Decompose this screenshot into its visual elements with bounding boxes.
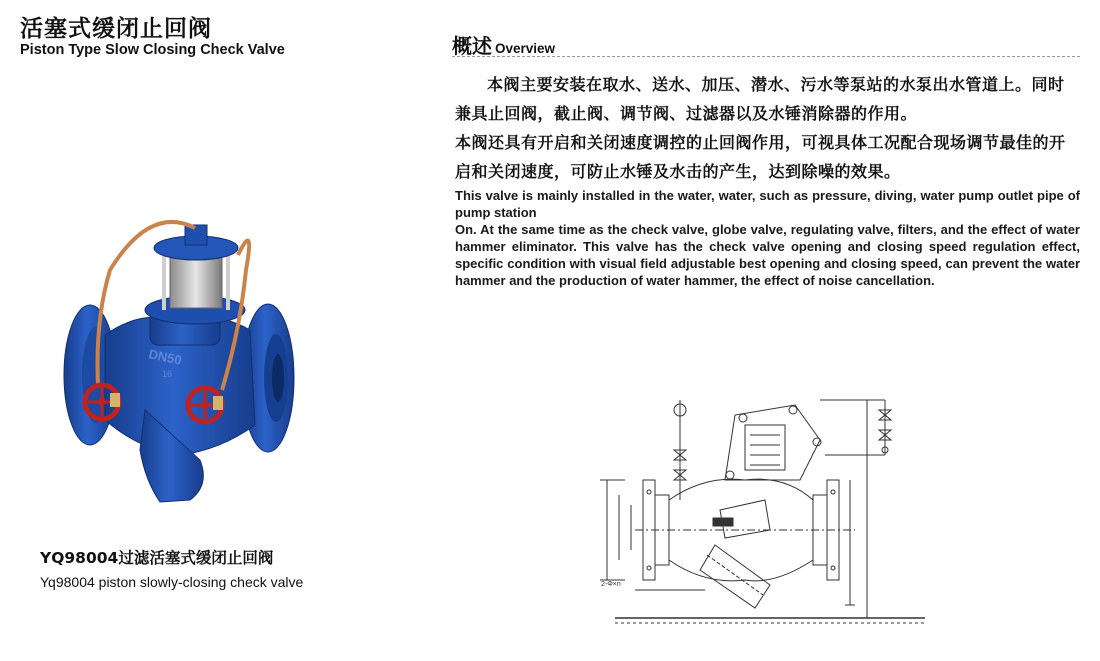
overview-divider bbox=[452, 56, 1080, 57]
overview-heading bbox=[452, 30, 555, 59]
overview-en-paragraph-1: This valve is mainly installed in the water, water, such as pressure, diving, water pump outlet pipe of pump station bbox=[455, 188, 1080, 220]
overview-heading-en: Overview bbox=[495, 41, 556, 56]
product-caption-en: Yq98004 piston slowly-closing check valve bbox=[40, 574, 304, 590]
overview-cn-paragraph-1: 本阀主要安装在取水、送水、加压、潜水、污水等泵站的水泵出水管道上。同时兼具止回阀，截止阀、调节阀、过滤器以及水锤消除器的作用。 bbox=[455, 75, 1065, 123]
drawing-dimension-label: 2-Φ×n bbox=[601, 581, 621, 588]
page-title-en: Piston Type Slow Closing Check Valve bbox=[20, 42, 285, 58]
overview-heading-cn: 概述 bbox=[452, 34, 492, 58]
overview-en-paragraph-2: On. At the same time as the check valve, globe valve, regulating valve, filters, and the effect of water hammer eliminator. This valve has the check valve opening and closing speed regulation effect, specific condition with visual field adjustable best opening and closing speed, can prevent the water hammer and the production of water hammer, the effect of noise cancellation. bbox=[455, 222, 1080, 288]
page-title-cn: 活塞式缓闭止回阀 bbox=[20, 16, 212, 42]
body-marking-pressure: 16 bbox=[162, 369, 173, 379]
overview-en-text bbox=[455, 187, 1080, 289]
overview-cn-paragraph-2: 本阀还具有开启和关闭速度调控的止回阀作用，可视具体工况配合现场调节最佳的开启和关闭速度，可防止水锤及水击的产生，达到除噪的效果。 bbox=[455, 133, 1066, 181]
body-marking-dn: DN50 bbox=[147, 346, 184, 368]
installation-drawing bbox=[595, 380, 935, 652]
product-photo bbox=[50, 210, 300, 510]
product-caption-cn: YQ98004过滤活塞式缓闭止回阀 bbox=[40, 549, 274, 567]
